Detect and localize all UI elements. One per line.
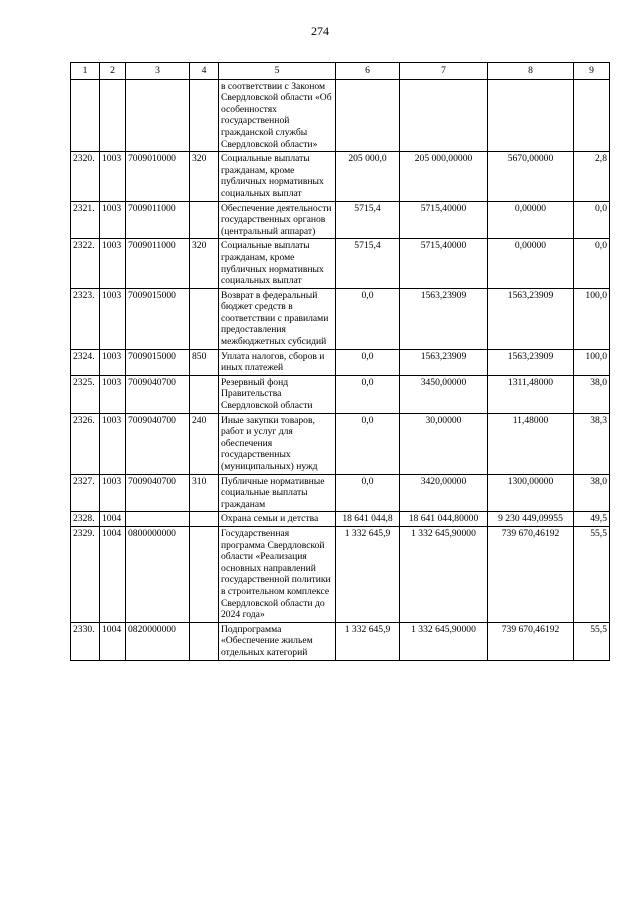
- section-code: [100, 79, 126, 152]
- header-cell: 5: [219, 63, 336, 80]
- execution-percent: 38,3: [574, 413, 610, 474]
- executed-amount: [488, 79, 574, 152]
- budget-list-amount: 3450,00000: [400, 375, 488, 413]
- item-name: Государственная программа Свердловской области «Реализация основных направлений государственной политики в строительном комплексе Свердловской области до 2024 года»: [219, 526, 336, 622]
- expense-type-code: 320: [190, 152, 219, 201]
- budget-list-amount: 1 332 645,90000: [400, 622, 488, 660]
- row-number: 2323.: [71, 288, 100, 349]
- header-cell: 8: [488, 63, 574, 80]
- approved-amount: 205 000,0: [336, 152, 400, 201]
- executed-amount: 739 670,46192: [488, 526, 574, 622]
- row-number: 2324.: [71, 349, 100, 375]
- section-code: 1003: [100, 239, 126, 288]
- section-code: 1003: [100, 375, 126, 413]
- execution-percent: 0,0: [574, 201, 610, 239]
- header-cell: 4: [190, 63, 219, 80]
- header-cell: 7: [400, 63, 488, 80]
- row-number: 2325.: [71, 375, 100, 413]
- table-row: [71, 512, 610, 527]
- execution-percent: 0,0: [574, 239, 610, 288]
- budget-list-amount: 5715,40000: [400, 201, 488, 239]
- approved-amount: 18 641 044,8: [336, 512, 400, 527]
- table-row: [71, 152, 610, 201]
- budget-list-amount: 205 000,00000: [400, 152, 488, 201]
- execution-percent: 55,5: [574, 622, 610, 660]
- approved-amount: 1 332 645,9: [336, 526, 400, 622]
- target-article-code: 7009011000: [126, 201, 190, 239]
- target-article-code: [126, 79, 190, 152]
- item-name: в соответствии с Законом Свердловской области «Об особенностях государственной гражданской службы Свердловской области»: [219, 79, 336, 152]
- header-cell: 6: [336, 63, 400, 80]
- approved-amount: 5715,4: [336, 201, 400, 239]
- item-name: Подпрограмма «Обеспечение жильем отдельных категорий: [219, 622, 336, 660]
- table-row: [71, 239, 610, 288]
- budget-list-amount: 1563,23909: [400, 288, 488, 349]
- section-code: 1003: [100, 349, 126, 375]
- expense-type-code: 320: [190, 239, 219, 288]
- executed-amount: 5670,00000: [488, 152, 574, 201]
- header-cell: 3: [126, 63, 190, 80]
- budget-table: [70, 62, 610, 661]
- approved-amount: 0,0: [336, 288, 400, 349]
- executed-amount: 1563,23909: [488, 349, 574, 375]
- execution-percent: 49,5: [574, 512, 610, 527]
- row-number: 2322.: [71, 239, 100, 288]
- header-cell: 1: [71, 63, 100, 80]
- table-row: [71, 622, 610, 660]
- execution-percent: 38,0: [574, 474, 610, 512]
- section-code: 1003: [100, 474, 126, 512]
- page-number: 274: [311, 24, 329, 38]
- target-article-code: 0820000000: [126, 622, 190, 660]
- approved-amount: 0,0: [336, 349, 400, 375]
- table-row: [71, 526, 610, 622]
- executed-amount: 11,48000: [488, 413, 574, 474]
- item-name: Иные закупки товаров, работ и услуг для обеспечения государственных (муниципальных) нужд: [219, 413, 336, 474]
- section-code: 1003: [100, 413, 126, 474]
- target-article-code: 7009040700: [126, 474, 190, 512]
- expense-type-code: [190, 622, 219, 660]
- table-row: [71, 349, 610, 375]
- executed-amount: 1311,48000: [488, 375, 574, 413]
- item-name: Уплата налогов, сборов и иных платежей: [219, 349, 336, 375]
- execution-percent: [574, 79, 610, 152]
- target-article-code: 7009015000: [126, 349, 190, 375]
- approved-amount: 0,0: [336, 413, 400, 474]
- row-number: [71, 79, 100, 152]
- table-row: [71, 474, 610, 512]
- header-cell: 2: [100, 63, 126, 80]
- header-row: [71, 63, 610, 80]
- budget-list-amount: 3420,00000: [400, 474, 488, 512]
- execution-percent: 2,8: [574, 152, 610, 201]
- item-name: Охрана семьи и детства: [219, 512, 336, 527]
- approved-amount: [336, 79, 400, 152]
- execution-percent: 100,0: [574, 349, 610, 375]
- section-code: 1004: [100, 512, 126, 527]
- expense-type-code: [190, 375, 219, 413]
- executed-amount: 739 670,46192: [488, 622, 574, 660]
- target-article-code: 7009010000: [126, 152, 190, 201]
- table-row: [71, 288, 610, 349]
- row-number: 2329.: [71, 526, 100, 622]
- expense-type-code: [190, 288, 219, 349]
- budget-list-amount: 1563,23909: [400, 349, 488, 375]
- target-article-code: 7009015000: [126, 288, 190, 349]
- executed-amount: 1300,00000: [488, 474, 574, 512]
- target-article-code: 7009040700: [126, 413, 190, 474]
- execution-percent: 55,5: [574, 526, 610, 622]
- section-code: 1004: [100, 526, 126, 622]
- item-name: Резервный фонд Правительства Свердловской области: [219, 375, 336, 413]
- approved-amount: 0,0: [336, 375, 400, 413]
- table-row: [71, 201, 610, 239]
- section-code: 1003: [100, 201, 126, 239]
- budget-list-amount: 5715,40000: [400, 239, 488, 288]
- expense-type-code: [190, 526, 219, 622]
- budget-list-amount: 1 332 645,90000: [400, 526, 488, 622]
- section-code: 1003: [100, 288, 126, 349]
- row-number: 2327.: [71, 474, 100, 512]
- executed-amount: 0,00000: [488, 201, 574, 239]
- expense-type-code: 240: [190, 413, 219, 474]
- item-name: Публичные нормативные социальные выплаты гражданам: [219, 474, 336, 512]
- target-article-code: [126, 512, 190, 527]
- executed-amount: 0,00000: [488, 239, 574, 288]
- item-name: Обеспечение деятельности государственных органов (центральный аппарат): [219, 201, 336, 239]
- expense-type-code: [190, 201, 219, 239]
- header-cell: 9: [574, 63, 610, 80]
- expense-type-code: [190, 79, 219, 152]
- expense-type-code: 850: [190, 349, 219, 375]
- approved-amount: 5715,4: [336, 239, 400, 288]
- target-article-code: 7009040700: [126, 375, 190, 413]
- item-name: Возврат в федеральный бюджет средств в соответствии с правилами предоставления межбюджетных субсидий: [219, 288, 336, 349]
- table-row: [71, 413, 610, 474]
- row-number: 2328.: [71, 512, 100, 527]
- row-number: 2326.: [71, 413, 100, 474]
- row-number: 2320.: [71, 152, 100, 201]
- item-name: Социальные выплаты гражданам, кроме публичных нормативных социальных выплат: [219, 239, 336, 288]
- expense-type-code: 310: [190, 474, 219, 512]
- row-number: 2321.: [71, 201, 100, 239]
- approved-amount: 1 332 645,9: [336, 622, 400, 660]
- section-code: 1003: [100, 152, 126, 201]
- section-code: 1004: [100, 622, 126, 660]
- budget-list-amount: 18 641 044,80000: [400, 512, 488, 527]
- approved-amount: 0,0: [336, 474, 400, 512]
- target-article-code: 0800000000: [126, 526, 190, 622]
- executed-amount: 9 230 449,09955: [488, 512, 574, 527]
- budget-list-amount: 30,00000: [400, 413, 488, 474]
- budget-list-amount: [400, 79, 488, 152]
- executed-amount: 1563,23909: [488, 288, 574, 349]
- expense-type-code: [190, 512, 219, 527]
- table-row: [71, 79, 610, 152]
- row-number: 2330.: [71, 622, 100, 660]
- table-row: [71, 375, 610, 413]
- execution-percent: 38,0: [574, 375, 610, 413]
- target-article-code: 7009011000: [126, 239, 190, 288]
- item-name: Социальные выплаты гражданам, кроме публичных нормативных социальных выплат: [219, 152, 336, 201]
- execution-percent: 100,0: [574, 288, 610, 349]
